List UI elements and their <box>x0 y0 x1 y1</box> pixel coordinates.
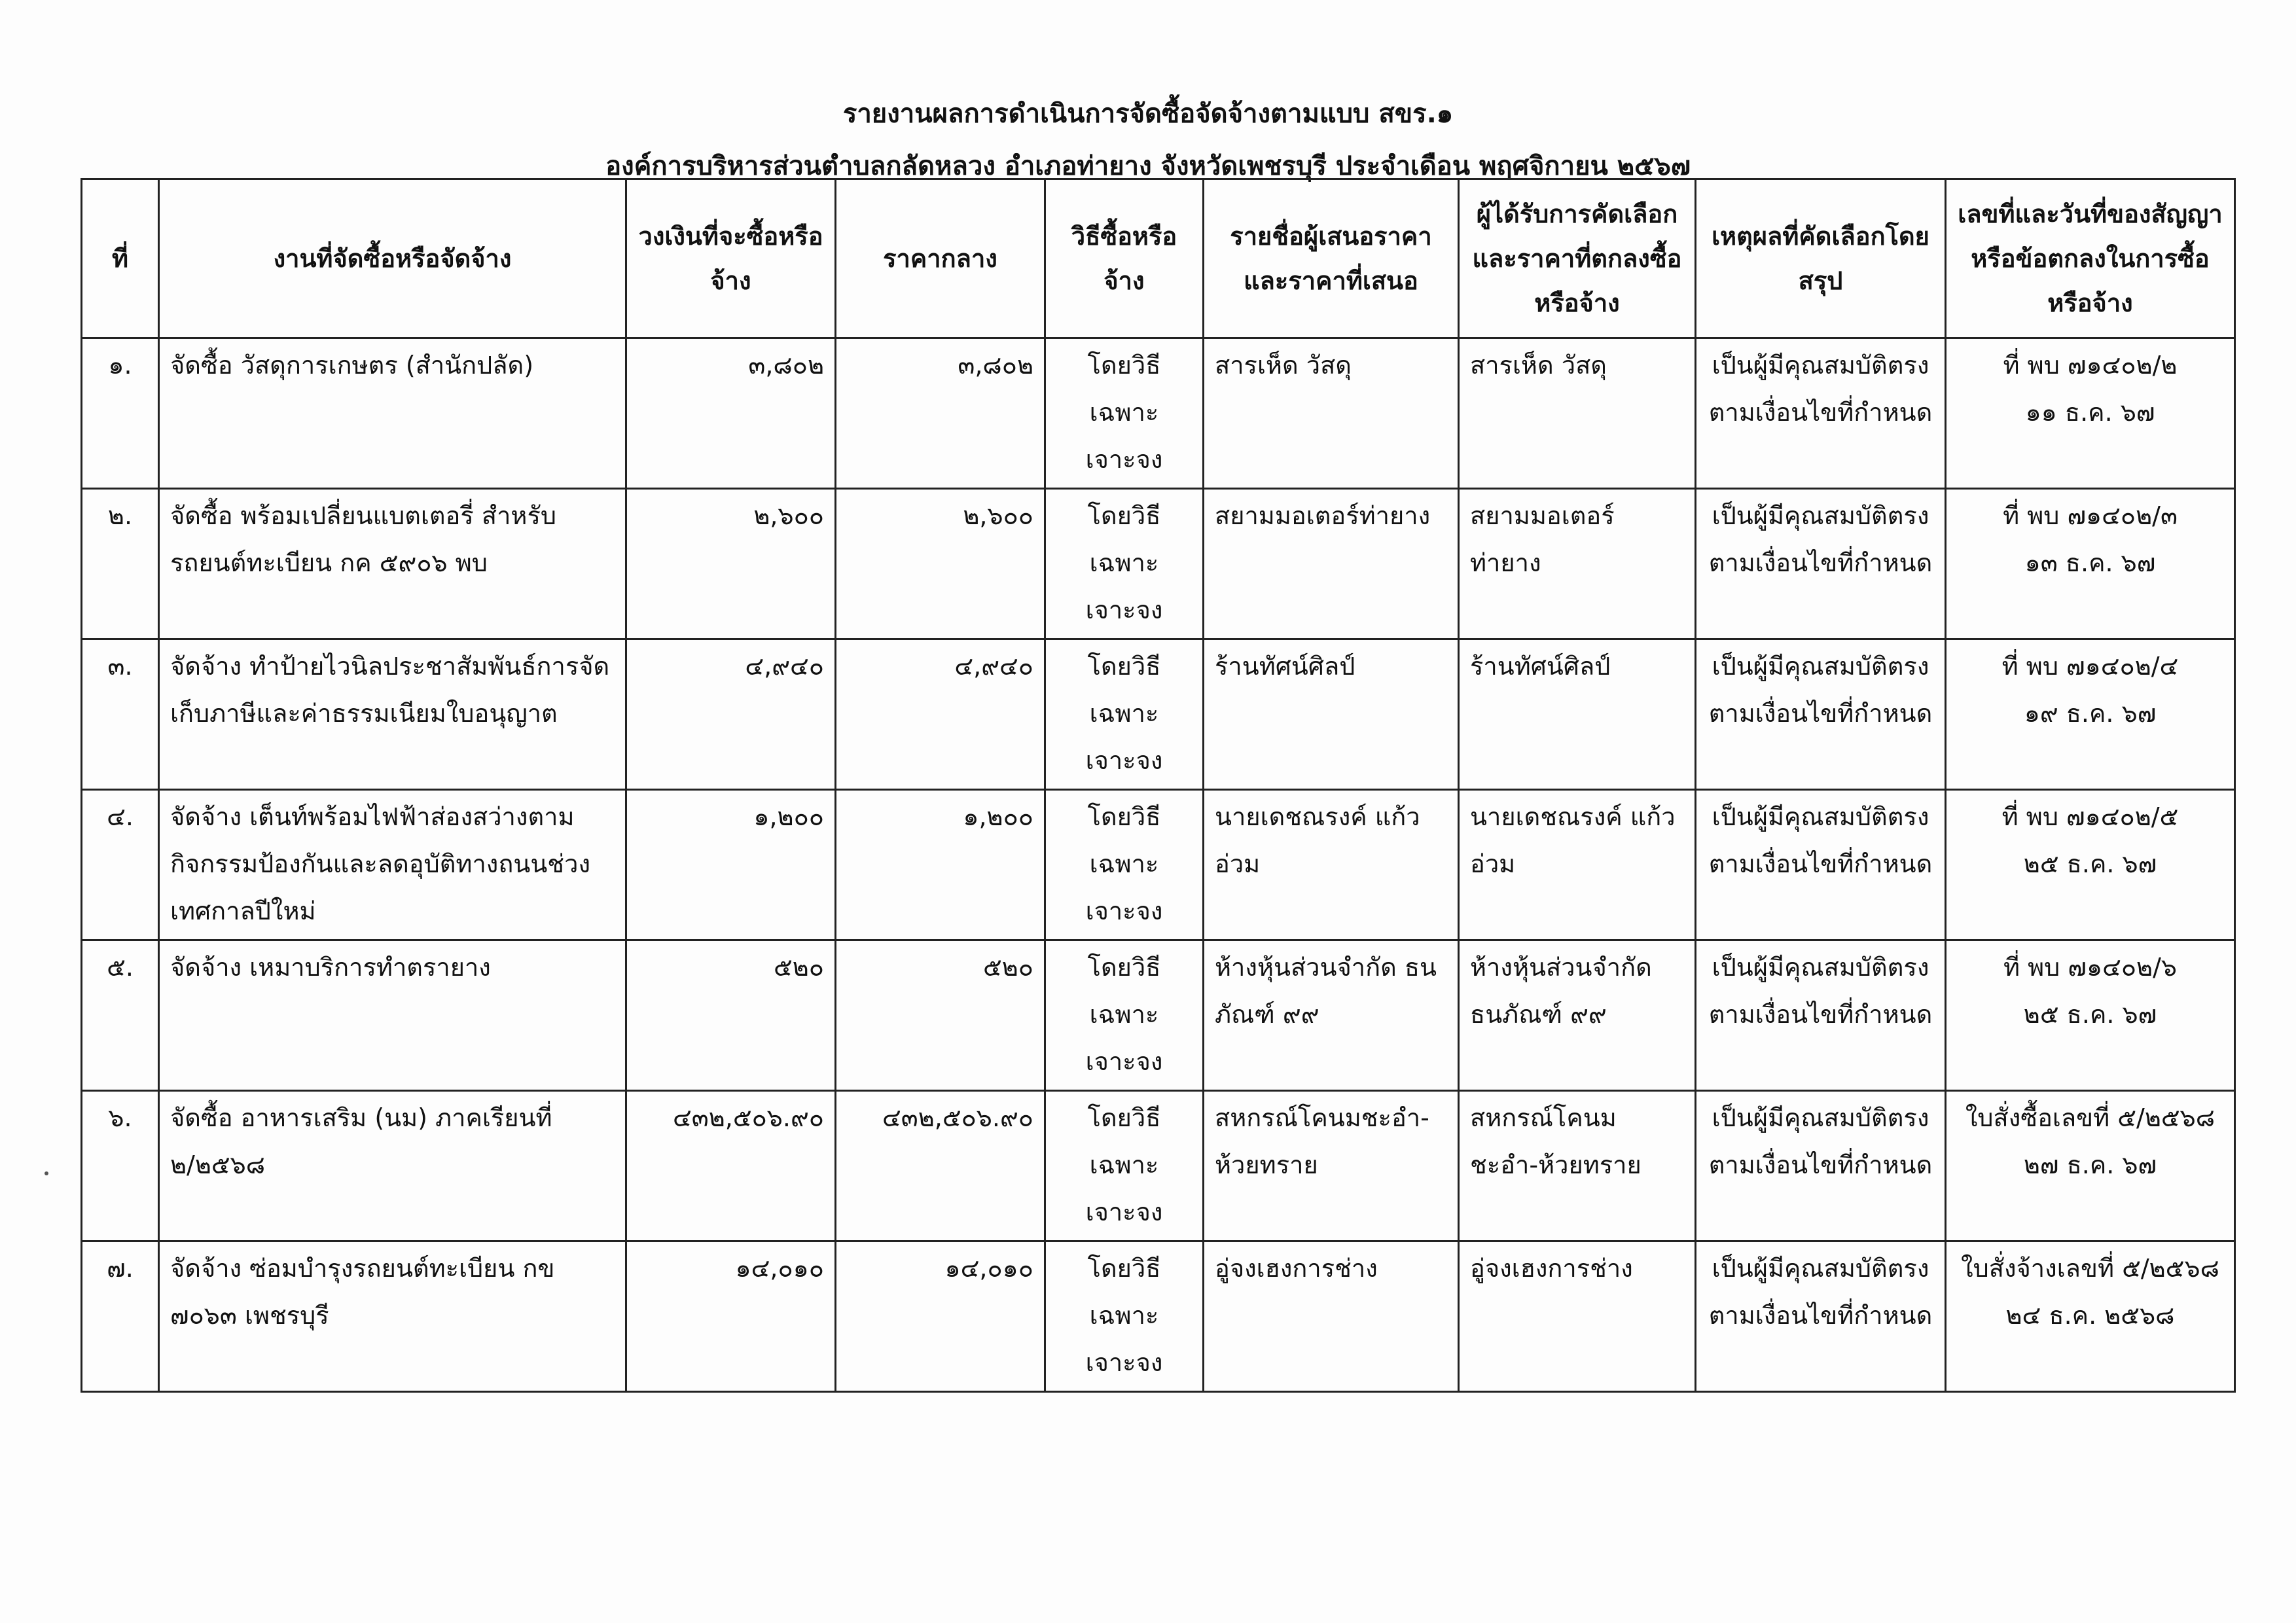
cell-no: ๑. <box>82 338 159 489</box>
cell-bidders: สหกรณ์โคนมชะอำ-ห้วยทราย <box>1204 1091 1459 1241</box>
cell-reason: เป็นผู้มีคุณสมบัติตรงตามเงื่อนไขที่กำหนด <box>1696 338 1946 489</box>
contract-date: ๒๕ ธ.ค. ๖๗ <box>2023 849 2157 878</box>
table-row <box>82 338 2235 489</box>
contract-number: ใบสั่งจ้างเลขที่ ๕/๒๕๖๘ <box>1961 1254 2219 1283</box>
report-subtitle: องค์การบริหารส่วนตำบลกลัดหลวง อำเภอท่ายาง จังหวัดเพชรบุรี ประจำเดือน พฤศจิกายน ๒๕๖๗ <box>605 151 1691 181</box>
procurement-table <box>81 178 2236 1393</box>
cell-selected: สยามมอเตอร์ท่ายาง <box>1459 489 1696 639</box>
cell-method: โดยวิธีเฉพาะเจาะจง <box>1045 489 1204 639</box>
cell-no: ๖. <box>82 1091 159 1241</box>
cell-selected: นายเดชณรงค์ แก้วอ่วม <box>1459 790 1696 940</box>
contract-date: ๒๔ ธ.ค. ๒๕๖๘ <box>2005 1301 2175 1330</box>
cell-bidders: ร้านทัศน์ศิลป์ <box>1204 639 1459 790</box>
cell-no: ๔. <box>82 790 159 940</box>
cell-method: โดยวิธีเฉพาะเจาะจง <box>1045 1241 1204 1392</box>
contract-number: ที่ พบ ๗๑๔๐๒/๖ <box>2003 953 2177 982</box>
contract-date: ๑๓ ธ.ค. ๖๗ <box>2024 548 2156 577</box>
cell-item: จัดซื้อ วัสดุการเกษตร (สำนักปลัด) <box>159 338 626 489</box>
cell-reason: เป็นผู้มีคุณสมบัติตรงตามเงื่อนไขที่กำหนด <box>1696 489 1946 639</box>
scan-speck <box>45 1171 48 1175</box>
cell-no: ๗. <box>82 1241 159 1392</box>
header-median-price: ราคากลาง <box>836 179 1045 338</box>
cell-item: จัดซื้อ อาหารเสริม (นม) ภาคเรียนที่ ๒/๒๕๖๘ <box>159 1091 626 1241</box>
cell-no: ๕. <box>82 940 159 1091</box>
cell-method: โดยวิธีเฉพาะเจาะจง <box>1045 1091 1204 1241</box>
header-contract: เลขที่และวันที่ของสัญญาหรือข้อตกลงในการซื้อหรือจ้าง <box>1946 179 2235 338</box>
cell-item: จัดจ้าง เหมาบริการทำตรายาง <box>159 940 626 1091</box>
table-row <box>82 1241 2235 1392</box>
cell-method: โดยวิธีเฉพาะเจาะจง <box>1045 790 1204 940</box>
cell-contract <box>1946 1091 2235 1241</box>
contract-number: ที่ พบ ๗๑๔๐๒/๕ <box>2001 802 2179 831</box>
contract-date: ๑๑ ธ.ค. ๖๗ <box>2025 398 2155 427</box>
cell-budget: ๓,๘๐๒ <box>626 338 836 489</box>
header-no: ที่ <box>82 179 159 338</box>
report-title: รายงานผลการดำเนินการจัดซื้อจัดจ้างตามแบบ สขร.๑ <box>842 99 1454 129</box>
cell-reason: เป็นผู้มีคุณสมบัติตรงตามเงื่อนไขที่กำหนด <box>1696 1091 1946 1241</box>
header-bidders: รายชื่อผู้เสนอราคาและราคาที่เสนอ <box>1204 179 1459 338</box>
cell-selected: ร้านทัศน์ศิลป์ <box>1459 639 1696 790</box>
cell-budget: ๒,๖๐๐ <box>626 489 836 639</box>
cell-item: จัดจ้าง ซ่อมบำรุงรถยนต์ทะเบียน กข ๗๐๖๓ เพชรบุรี <box>159 1241 626 1392</box>
contract-date: ๒๕ ธ.ค. ๖๗ <box>2023 1000 2157 1029</box>
table-row <box>82 940 2235 1091</box>
contract-number: ที่ พบ ๗๑๔๐๒/๓ <box>2003 501 2178 530</box>
cell-median-price: ๕๒๐ <box>836 940 1045 1091</box>
contract-number: ที่ พบ ๗๑๔๐๒/๔ <box>2001 652 2179 681</box>
contract-number: ที่ พบ ๗๑๔๐๒/๒ <box>2003 351 2178 380</box>
cell-bidders: ห้างหุ้นส่วนจำกัด ธนภัณฑ์ ๙๙ <box>1204 940 1459 1091</box>
header-method: วิธีซื้อหรือจ้าง <box>1045 179 1204 338</box>
cell-median-price: ๒,๖๐๐ <box>836 489 1045 639</box>
cell-item: จัดจ้าง ทำป้ายไวนิลประชาสัมพันธ์การจัดเก็บภาษีและค่าธรรมเนียมใบอนุญาต <box>159 639 626 790</box>
cell-method: โดยวิธีเฉพาะเจาะจง <box>1045 639 1204 790</box>
header-selected: ผู้ได้รับการคัดเลือกและราคาที่ตกลงซื้อหรือจ้าง <box>1459 179 1696 338</box>
cell-budget: ๔๓๒,๕๐๖.๙๐ <box>626 1091 836 1241</box>
cell-budget: ๕๒๐ <box>626 940 836 1091</box>
table-row <box>82 1091 2235 1241</box>
cell-reason: เป็นผู้มีคุณสมบัติตรงตามเงื่อนไขที่กำหนด <box>1696 639 1946 790</box>
cell-selected: สหกรณ์โคนม ชะอำ-ห้วยทราย <box>1459 1091 1696 1241</box>
cell-bidders: อู่จงเฮงการช่าง <box>1204 1241 1459 1392</box>
cell-median-price: ๓,๘๐๒ <box>836 338 1045 489</box>
cell-budget: ๑,๒๐๐ <box>626 790 836 940</box>
cell-median-price: ๔,๙๔๐ <box>836 639 1045 790</box>
contract-date: ๒๗ ธ.ค. ๖๗ <box>2023 1150 2157 1179</box>
table-row <box>82 639 2235 790</box>
cell-reason: เป็นผู้มีคุณสมบัติตรงตามเงื่อนไขที่กำหนด <box>1696 1241 1946 1392</box>
cell-no: ๒. <box>82 489 159 639</box>
cell-budget: ๑๔,๐๑๐ <box>626 1241 836 1392</box>
cell-contract <box>1946 489 2235 639</box>
cell-contract <box>1946 639 2235 790</box>
contract-date: ๑๙ ธ.ค. ๖๗ <box>2024 699 2157 728</box>
cell-bidders: สยามมอเตอร์ท่ายาง <box>1204 489 1459 639</box>
cell-bidders: นายเดชณรงค์ แก้วอ่วม <box>1204 790 1459 940</box>
cell-selected: สารเห็ด วัสดุ <box>1459 338 1696 489</box>
cell-contract <box>1946 1241 2235 1392</box>
cell-budget: ๔,๙๔๐ <box>626 639 836 790</box>
table-row <box>82 790 2235 940</box>
table-row <box>82 489 2235 639</box>
cell-contract <box>1946 338 2235 489</box>
cell-median-price: ๑,๒๐๐ <box>836 790 1045 940</box>
cell-no: ๓. <box>82 639 159 790</box>
cell-median-price: ๔๓๒,๕๐๖.๙๐ <box>836 1091 1045 1241</box>
cell-bidders: สารเห็ด วัสดุ <box>1204 338 1459 489</box>
cell-selected: อู่จงเฮงการช่าง <box>1459 1241 1696 1392</box>
header-item: งานที่จัดซื้อหรือจัดจ้าง <box>159 179 626 338</box>
cell-contract <box>1946 790 2235 940</box>
cell-selected: ห้างหุ้นส่วนจำกัด ธนภัณฑ์ ๙๙ <box>1459 940 1696 1091</box>
cell-item: จัดซื้อ พร้อมเปลี่ยนแบตเตอรี่ สำหรับรถยนต์ทะเบียน กค ๕๙๐๖ พบ <box>159 489 626 639</box>
header-budget: วงเงินที่จะซื้อหรือจ้าง <box>626 179 836 338</box>
cell-reason: เป็นผู้มีคุณสมบัติตรงตามเงื่อนไขที่กำหนด <box>1696 940 1946 1091</box>
cell-item: จัดจ้าง เต็นท์พร้อมไฟฟ้าส่องสว่างตามกิจกรรมป้องกันและลดอุบัติทางถนนช่วงเทศกาลปีใหม่ <box>159 790 626 940</box>
cell-method: โดยวิธีเฉพาะเจาะจง <box>1045 940 1204 1091</box>
contract-number: ใบสั่งซื้อเลขที่ ๕/๒๕๖๘ <box>1965 1103 2215 1132</box>
table-header-row <box>82 179 2235 338</box>
cell-method: โดยวิธีเฉพาะเจาะจง <box>1045 338 1204 489</box>
header-reason: เหตุผลที่คัดเลือกโดยสรุป <box>1696 179 1946 338</box>
cell-reason: เป็นผู้มีคุณสมบัติตรงตามเงื่อนไขที่กำหนด <box>1696 790 1946 940</box>
cell-contract <box>1946 940 2235 1091</box>
cell-median-price: ๑๔,๐๑๐ <box>836 1241 1045 1392</box>
